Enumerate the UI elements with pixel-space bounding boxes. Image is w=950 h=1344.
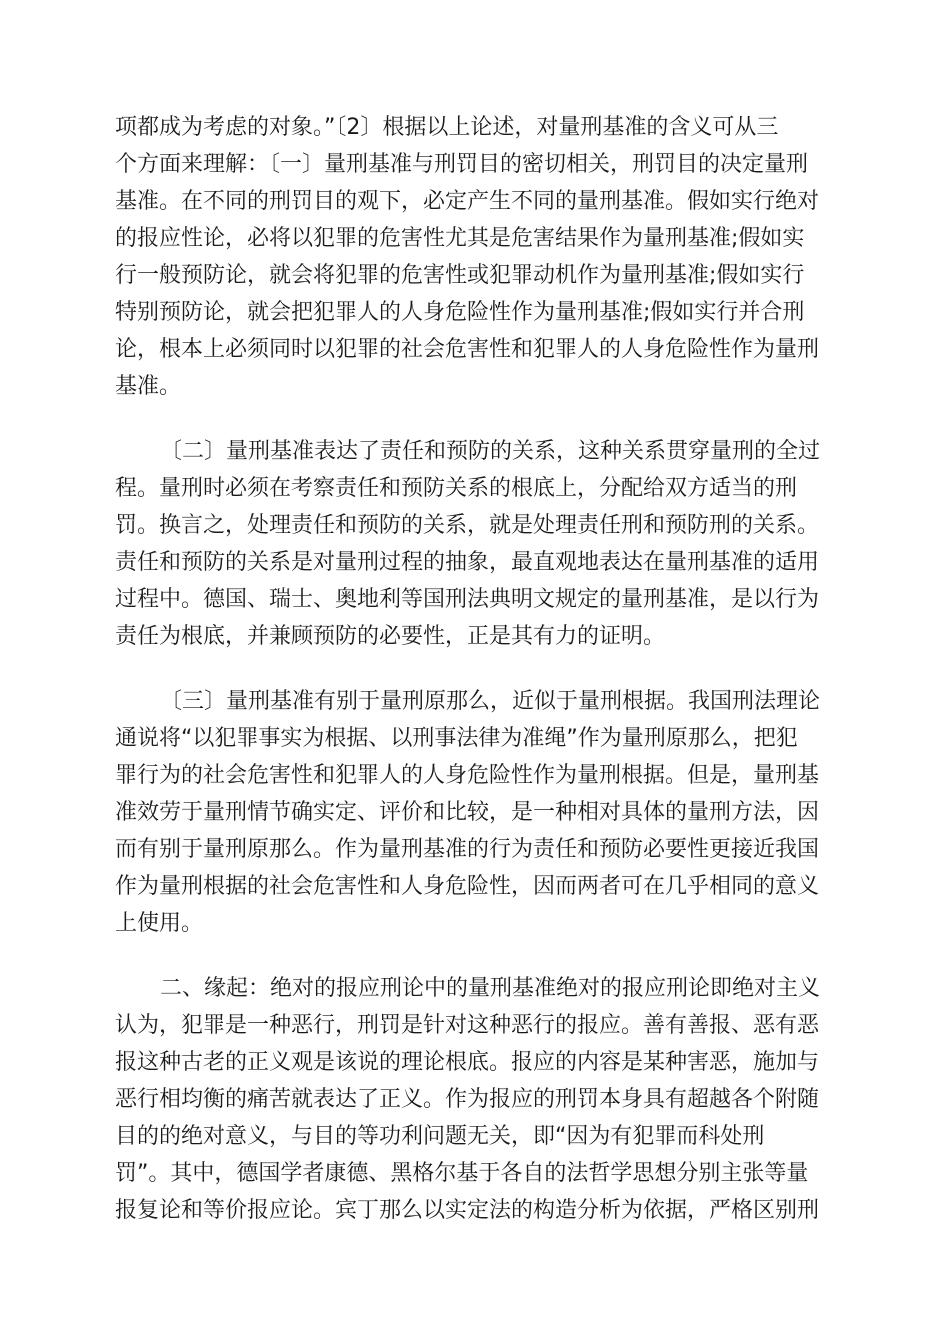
text-line: 上使用。 [115, 911, 204, 936]
text-line: 作为量刑根据的社会危害性和人身危险性，因而两者可在几乎相同的意义 [115, 874, 820, 899]
text-line: 认为，犯罪是一种恶行，刑罚是针对这种恶行的报应。善有善报、恶有恶 [115, 1013, 820, 1038]
text-line: 基准。 [115, 374, 182, 399]
text-line: 责任和预防的关系是对量刑过程的抽象，最直观地表达在量刑基准的适用 [115, 550, 820, 575]
text-line: 个方面来理解：〔一〕量刑基准与刑罚目的密切相关，刑罚目的决定量刑 [115, 152, 809, 177]
text-line: 项都成为考虑的对象。”〔2〕根据以上论述，对量刑基准的含义可从三 [115, 115, 779, 140]
text-line: 报这种古老的正义观是该说的理论根底。报应的内容是某种害恶，施加与 [115, 1050, 820, 1075]
text-line: 目的的绝对意义，与目的等功利问题无关，即“因为有犯罪而科处刑 [115, 1124, 765, 1149]
text-line: 罚”。其中，德国学者康德、黑格尔基于各自的法哲学思想分别主张等量 [115, 1161, 809, 1186]
text-line: 通说将“以犯罪事实为根据、以刑事法律为准绳”作为量刑原那么，把犯 [115, 726, 798, 751]
text-line: 准效劳于量刑情节确实定、评价和比较，是一种相对具体的量刑方法，因 [115, 800, 820, 825]
text-line: 的报应性论，必将以犯罪的危害性尤其是危害结果作为量刑基准;假如实 [115, 226, 805, 251]
text-line: 恶行相均衡的痛苦就表达了正义。作为报应的刑罚本身具有超越各个附随 [115, 1087, 820, 1112]
text-line: 而有别于量刑原那么。作为量刑基准的行为责任和预防必要性更接近我国 [115, 837, 820, 862]
text-line: 报复论和等价报应论。宾丁那么以实定法的构造分析为依据，严格区别刑 [115, 1198, 820, 1223]
paragraph-first-line: 〔二〕量刑基准表达了责任和预防的关系，这种关系贯穿量刑的全过 [160, 439, 821, 464]
text-line: 责任为根底，并兼顾预防的必要性，正是其有力的证明。 [115, 624, 666, 649]
text-line [115, 1230, 835, 1266]
text-line: 罚。换言之，处理责任和预防的关系，就是处理责任刑和预防刑的关系。 [115, 513, 820, 538]
text-line: 罪行为的社会危害性和犯罪人的人身危险性作为量刑根据。但是，量刑基 [115, 763, 820, 788]
text-line: 特别预防论，就会把犯罪人的人身危险性作为量刑基准;假如实行并合刑 [115, 300, 805, 325]
text-line: 过程中。德国、瑞士、奥地利等国刑法典明文规定的量刑基准，是以行为 [115, 587, 820, 612]
text-line: 程。量刑时必须在考察责任和预防关系的根底上，分配给双方适当的刑 [115, 476, 798, 501]
paragraph-first-line: 二、缘起：绝对的报应刑论中的量刑基准绝对的报应刑论即绝对主义 [160, 976, 821, 1001]
text-line: 基准。在不同的刑罚目的观下，必定产生不同的量刑基准。假如实行绝对 [115, 189, 820, 214]
text-line: 行一般预防论，就会将犯罪的危害性或犯罪动机作为量刑基准;假如实行 [115, 263, 805, 288]
text-line: 论，根本上必须同时以犯罪的社会危害性和犯罪人的人身危险性作为量刑 [115, 337, 820, 362]
paragraph-first-line: 〔三〕量刑基准有别于量刑原那么，近似于量刑根据。我国刑法理论 [160, 689, 821, 714]
